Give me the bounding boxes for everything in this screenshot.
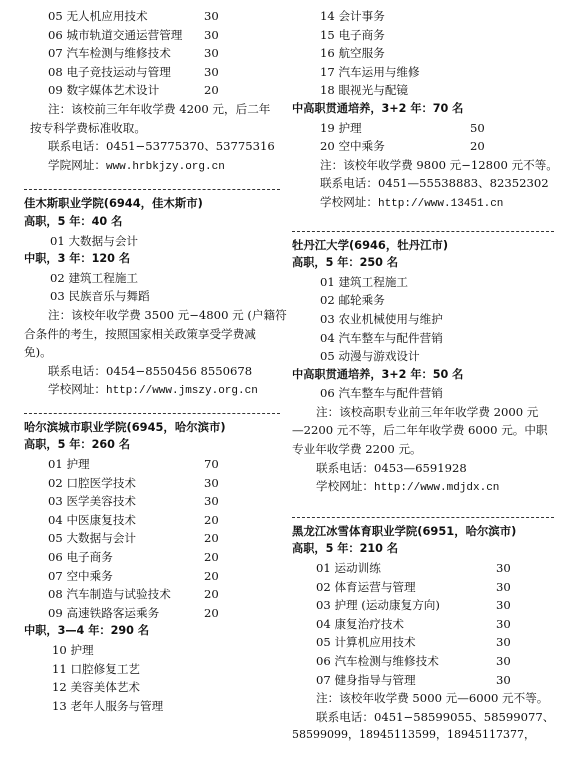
list-item: 01 护理 70 — [48, 457, 219, 472]
school-title: 黑龙江冰雪体育职业学院(6951，哈尔滨市) — [292, 523, 517, 538]
list-item: 06 汽车检测与维修技术 30 — [316, 654, 511, 668]
website-link[interactable]: http://www.13451.cn — [377, 197, 504, 210]
program-group-heading: 中职，3 年：120 名 — [24, 252, 131, 266]
school-title: 牡丹江大学(6946，牡丹江市) — [292, 237, 449, 252]
list-item: 02 邮轮乘务 — [320, 293, 385, 308]
list-item: 05 大数据与会计 20 — [48, 531, 219, 546]
website: 学院网址：www.hrbkjzy.org.cn — [48, 157, 225, 173]
website: 学校网址：http://www.mdjdx.cn — [316, 479, 500, 495]
list-item: 08 汽车制造与试验技术 20 — [48, 587, 219, 602]
list-item: 08 电子竞技运动与管理 30 — [48, 64, 219, 79]
right-column — [292, 0, 558, 745]
list-item: 07 汽车检测与维修技术 30 — [48, 46, 219, 61]
program-group-heading: 中高职贯通培养，3+2 年：50 名 — [292, 367, 464, 381]
list-item: 20 空中乘务 20 — [320, 139, 485, 154]
website-link[interactable]: http://www.jmszy.org.cn — [105, 385, 258, 398]
list-item: 05 无人机应用技术 30 — [48, 9, 219, 23]
fee-note: 注：该校年收学费 5000 元—6000 元不等。 — [316, 691, 549, 706]
list-item: 17 汽车运用与维修 — [320, 64, 420, 79]
school-title: 哈尔滨城市职业学院(6945，哈尔滨市) — [24, 419, 226, 434]
program-group-heading: 高职，5 年：210 名 — [292, 542, 399, 556]
program-group-heading: 高职，5 年：40 名 — [24, 214, 123, 228]
list-item: 18 眼视光与配镜 — [320, 83, 409, 98]
contact-phone: 联系电话：0453—6591928 — [316, 460, 467, 475]
list-item: 02 体育运营与管理 30 — [316, 579, 511, 594]
list-item: 03 农业机械使用与维护 — [320, 311, 443, 326]
list-item: 04 汽车整车与配件营销 — [320, 330, 443, 345]
program-group-heading: 高职，5 年：250 名 — [292, 256, 399, 270]
fee-note: 注：该校年收学费 3500 元−4800 元 (户籍符 — [48, 307, 287, 322]
list-item: 09 数字媒体艺术设计 20 — [48, 83, 219, 98]
contact-phone: 联系电话：0454−8550456 8550678 — [48, 363, 253, 378]
fee-note: 注：该校年收学费 9800 元−12800 元不等。 — [320, 157, 558, 172]
fee-note: —2200 元不等，后二年年收学费 6000 元。中职 — [292, 423, 548, 438]
list-item: 02 建筑工程施工 — [50, 270, 139, 285]
list-item: 05 计算机应用技术 30 — [316, 635, 511, 650]
fee-note: 按专科学费标准收取。 — [30, 120, 146, 135]
list-item: 01 大数据与会计 — [50, 233, 139, 248]
list-item: 19 护理 50 — [320, 120, 485, 135]
program-group-heading: 中高职贯通培养，3+2 年：70 名 — [292, 101, 464, 115]
list-item: 03 民族音乐与舞蹈 — [50, 289, 150, 304]
fee-note: 合条件的考生，按照国家相关政策享受学费减 — [24, 326, 256, 341]
list-item: 07 健身指导与管理 30 — [316, 672, 511, 687]
list-item: 04 中医康复技术 20 — [48, 512, 219, 527]
list-item: 15 电子商务 — [320, 27, 385, 42]
website: 学校网址：http://www.13451.cn — [320, 194, 504, 210]
list-item: 05 动漫与游戏设计 — [320, 349, 420, 364]
list-item: 09 高速铁路客运乘务 20 — [48, 605, 219, 620]
list-item: 03 护理 (运动康复方向) 30 — [316, 598, 511, 613]
website: 学校网址：http://www.jmszy.org.cn — [48, 382, 258, 398]
contact-phone: 58599099，18945113599，18945117377， — [292, 728, 535, 742]
list-item: 01 建筑工程施工 — [320, 274, 409, 289]
fee-note: 专业年收学费 2200 元。 — [292, 442, 422, 457]
list-item: 04 康复治疗技术 30 — [316, 616, 511, 631]
contact-phone: 联系电话：0451−58599055、58599077、 — [316, 709, 555, 724]
list-item: 02 口腔医学技术 30 — [48, 475, 219, 490]
list-item: 10 护理 — [52, 643, 94, 657]
school-title: 佳木斯职业学院(6944，佳木斯市) — [24, 196, 203, 211]
contact-phone: 联系电话：0451—55538883、82352302 — [320, 176, 549, 191]
list-item: 11 口腔修复工艺 — [52, 661, 141, 676]
fee-note: 注：该校前三年年收学费 4200 元，后二年 — [48, 101, 271, 116]
website-link[interactable]: www.hrbkjzy.org.cn — [105, 160, 225, 173]
fee-note: 免)。 — [24, 345, 52, 360]
program-group-heading: 中职，3—4 年：290 名 — [24, 624, 150, 638]
list-item: 06 汽车整车与配件营销 — [320, 386, 443, 401]
list-item: 12 美容美体艺术 — [52, 680, 141, 695]
list-item: 01 运动训练 30 — [316, 561, 511, 576]
contact-phone: 联系电话：0451−53775370、53775316 — [48, 139, 275, 154]
list-item: 07 空中乘务 20 — [48, 568, 219, 583]
list-item: 13 老年人服务与管理 — [52, 698, 164, 713]
list-item: 03 医学美容技术 30 — [48, 494, 219, 509]
left-column — [24, 0, 287, 715]
list-item: 16 航空服务 — [320, 46, 385, 61]
fee-note: 注：该校高职专业前三年年收学费 2000 元 — [316, 404, 539, 419]
list-item: 06 电子商务 20 — [48, 550, 219, 565]
program-group-heading: 高职，5 年：260 名 — [24, 438, 131, 452]
website-link[interactable]: http://www.mdjdx.cn — [373, 482, 500, 495]
list-item: 14 会计事务 — [320, 9, 385, 23]
list-item: 06 城市轨道交通运营管理 30 — [48, 27, 219, 42]
